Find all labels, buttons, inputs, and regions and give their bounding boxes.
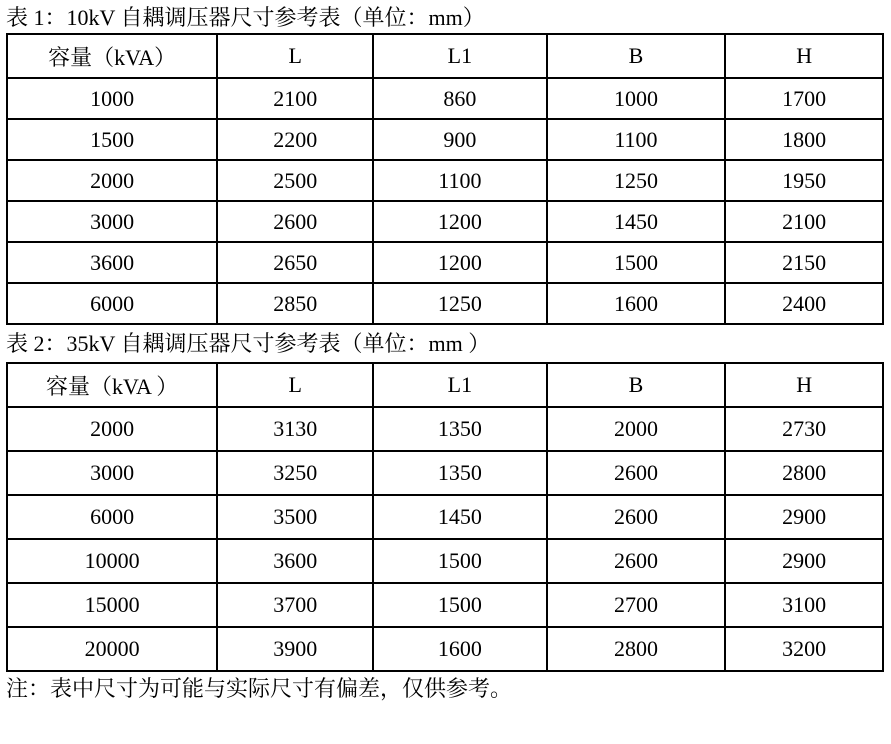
table-cell: 900 — [373, 119, 546, 160]
table-cell: 3700 — [217, 583, 373, 627]
table-cell: 2650 — [217, 242, 373, 283]
table-cell: 1100 — [547, 119, 726, 160]
footnote: 注：表中尺寸为可能与实际尺寸有偏差，仅供参考。 — [6, 676, 513, 701]
table-cell: 2700 — [547, 583, 726, 627]
header-row — [7, 34, 883, 78]
table-cell: 2600 — [217, 201, 373, 242]
column-header: B — [547, 34, 726, 78]
table-cell: 1200 — [373, 242, 546, 283]
table-cell: 3200 — [725, 627, 883, 671]
table-cell: 2400 — [725, 283, 883, 324]
table-row — [7, 283, 883, 324]
table-row — [7, 451, 883, 495]
table-35kv-dimensions — [6, 362, 884, 672]
table-cell: 2100 — [217, 78, 373, 119]
column-header: L — [217, 363, 373, 407]
table-cell: 1800 — [725, 119, 883, 160]
column-header: L1 — [373, 363, 546, 407]
column-header: H — [725, 34, 883, 78]
table-cell: 2200 — [217, 119, 373, 160]
table-cell: 3900 — [217, 627, 373, 671]
column-header: L1 — [373, 34, 546, 78]
table-cell: 6000 — [7, 495, 217, 539]
header-row — [7, 363, 883, 407]
table-row — [7, 627, 883, 671]
table-cell: 3600 — [7, 242, 217, 283]
table-cell: 1600 — [547, 283, 726, 324]
table-cell: 2800 — [725, 451, 883, 495]
table-row — [7, 539, 883, 583]
table-cell: 2600 — [547, 495, 726, 539]
table-cell: 3130 — [217, 407, 373, 451]
table-cell: 1200 — [373, 201, 546, 242]
table-row — [7, 407, 883, 451]
table-cell: 15000 — [7, 583, 217, 627]
table-cell: 3600 — [217, 539, 373, 583]
table-cell: 1350 — [373, 407, 546, 451]
table-cell: 1450 — [373, 495, 546, 539]
table-cell: 2500 — [217, 160, 373, 201]
table-10kv-dimensions — [6, 33, 884, 325]
table-cell: 1100 — [373, 160, 546, 201]
table-cell: 1000 — [547, 78, 726, 119]
table-cell: 1250 — [373, 283, 546, 324]
table2-title: 表 2：35kV 自耦调压器尺寸参考表（单位：mm ） — [6, 331, 491, 356]
table-row — [7, 242, 883, 283]
table-cell: 1450 — [547, 201, 726, 242]
column-header: L — [217, 34, 373, 78]
table-cell: 1250 — [547, 160, 726, 201]
column-header: 容量（kVA） — [7, 34, 217, 78]
table-cell: 1700 — [725, 78, 883, 119]
table-cell: 1500 — [373, 539, 546, 583]
table-row — [7, 160, 883, 201]
table-cell: 1350 — [373, 451, 546, 495]
column-header: 容量（kVA ） — [7, 363, 217, 407]
table-cell: 2100 — [725, 201, 883, 242]
table-cell: 3250 — [217, 451, 373, 495]
table-row — [7, 119, 883, 160]
table1-title: 表 1：10kV 自耦调压器尺寸参考表（单位：mm） — [6, 5, 485, 30]
table-cell: 3100 — [725, 583, 883, 627]
table-cell: 2600 — [547, 451, 726, 495]
table-cell: 2730 — [725, 407, 883, 451]
table-cell: 3000 — [7, 451, 217, 495]
column-header: H — [725, 363, 883, 407]
table-cell: 2800 — [547, 627, 726, 671]
table-cell: 3000 — [7, 201, 217, 242]
table-cell: 2150 — [725, 242, 883, 283]
table-cell: 1500 — [7, 119, 217, 160]
table-cell: 1500 — [547, 242, 726, 283]
table-row — [7, 495, 883, 539]
table-cell: 1600 — [373, 627, 546, 671]
table-cell: 1500 — [373, 583, 546, 627]
table-cell: 2000 — [547, 407, 726, 451]
table-cell: 1000 — [7, 78, 217, 119]
table-cell: 1950 — [725, 160, 883, 201]
table-cell: 6000 — [7, 283, 217, 324]
table-cell: 20000 — [7, 627, 217, 671]
table-cell: 2000 — [7, 407, 217, 451]
table-cell: 860 — [373, 78, 546, 119]
table-cell: 2900 — [725, 539, 883, 583]
table-cell: 3500 — [217, 495, 373, 539]
table-row — [7, 201, 883, 242]
table-cell: 2850 — [217, 283, 373, 324]
column-header: B — [547, 363, 726, 407]
table-cell: 2900 — [725, 495, 883, 539]
table-cell: 2600 — [547, 539, 726, 583]
table-cell: 10000 — [7, 539, 217, 583]
table-row — [7, 583, 883, 627]
table-cell: 2000 — [7, 160, 217, 201]
table-row — [7, 78, 883, 119]
